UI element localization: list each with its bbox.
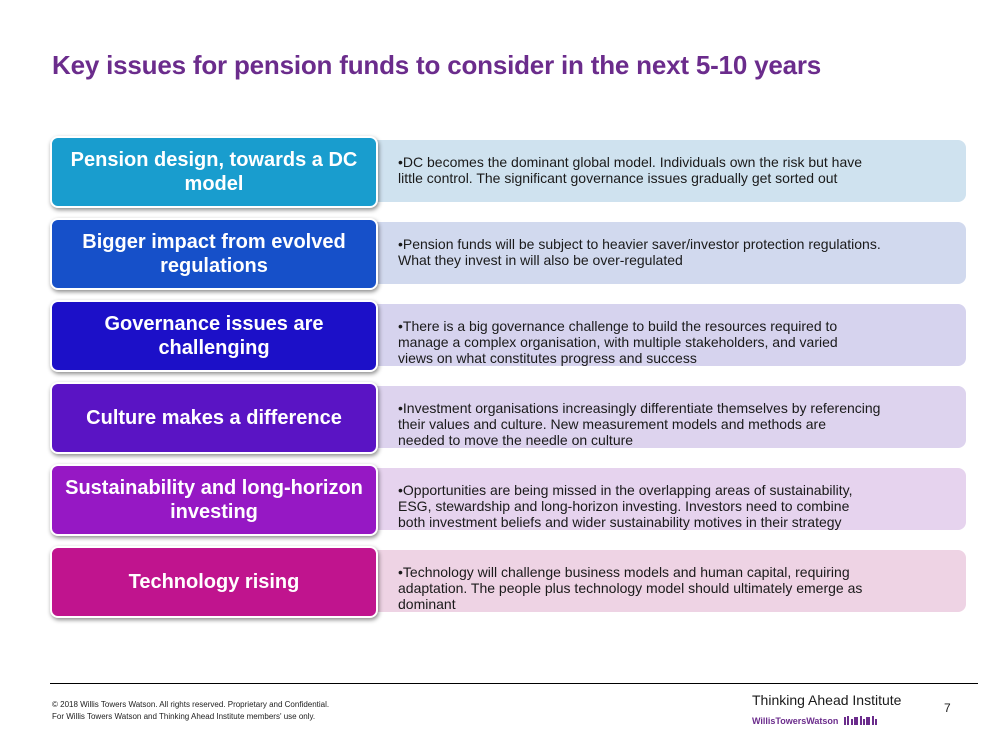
issue-label: Technology rising [50, 546, 378, 618]
issue-row [50, 136, 967, 208]
page-number: 7 [944, 701, 951, 715]
issue-description-box [370, 140, 966, 202]
issue-description: •Investment organisations increasingly differentiate themselves by referencing their values and culture. New measurement models and methods are needed to move the needle on culture [398, 400, 881, 448]
issue-description: •Technology will challenge business models and human capital, requiring adaptation. The people plus technology model should ultimately emerge as dominant [398, 564, 863, 612]
brand-title: Thinking Ahead Institute [752, 692, 902, 708]
slide-title: Key issues for pension funds to consider in the next 5-10 years [52, 50, 822, 80]
issue-description: •DC becomes the dominant global model. Individuals own the risk but have little control. The significant governance issues gradually get sorted out [398, 154, 863, 186]
brand-block [752, 692, 902, 726]
issue-description-box [370, 386, 966, 448]
legal-line: For Willis Towers Watson and Thinking Ahead Institute members' use only. [52, 712, 316, 721]
issue-label: Sustainability and long-horizon investing [50, 464, 378, 536]
issue-description: •Pension funds will be subject to heavier saver/investor protection regulations. What they invest in will also be over-regulated [398, 236, 881, 268]
issue-description: •There is a big governance challenge to build the resources required to manage a complex organisation, with multiple stakeholders, and varied views on what constitutes progress and success [398, 318, 838, 366]
brand-name: WillisTowersWatson [752, 716, 839, 726]
issue-description-box [370, 468, 966, 530]
issue-description: •Opportunities are being missed in the overlapping areas of sustainability, ESG, stewardship and long-horizon investing. Investors need to combine both investment beliefs and wider sustainability motives in their strategy [398, 482, 853, 530]
issue-label: Pension design, towards a DC model [50, 136, 378, 208]
issue-description-box [370, 304, 966, 366]
brand-subline [752, 712, 878, 730]
issue-label: Governance issues are challenging [50, 300, 378, 372]
footer-divider [50, 683, 978, 684]
issue-description-box [370, 222, 966, 284]
issue-label: Bigger impact from evolved regulations [50, 218, 378, 290]
issue-label: Culture makes a difference [50, 382, 378, 454]
legal-notice [52, 699, 329, 723]
issue-row [50, 464, 967, 536]
legal-line: © 2018 Willis Towers Watson. All rights reserved. Proprietary and Confidential. [52, 700, 330, 709]
issue-row [50, 218, 967, 290]
issue-row [50, 382, 967, 454]
issue-description-box [370, 550, 966, 612]
brand-logo-icon [844, 712, 878, 730]
issue-row [50, 300, 967, 372]
issue-row [50, 546, 967, 618]
